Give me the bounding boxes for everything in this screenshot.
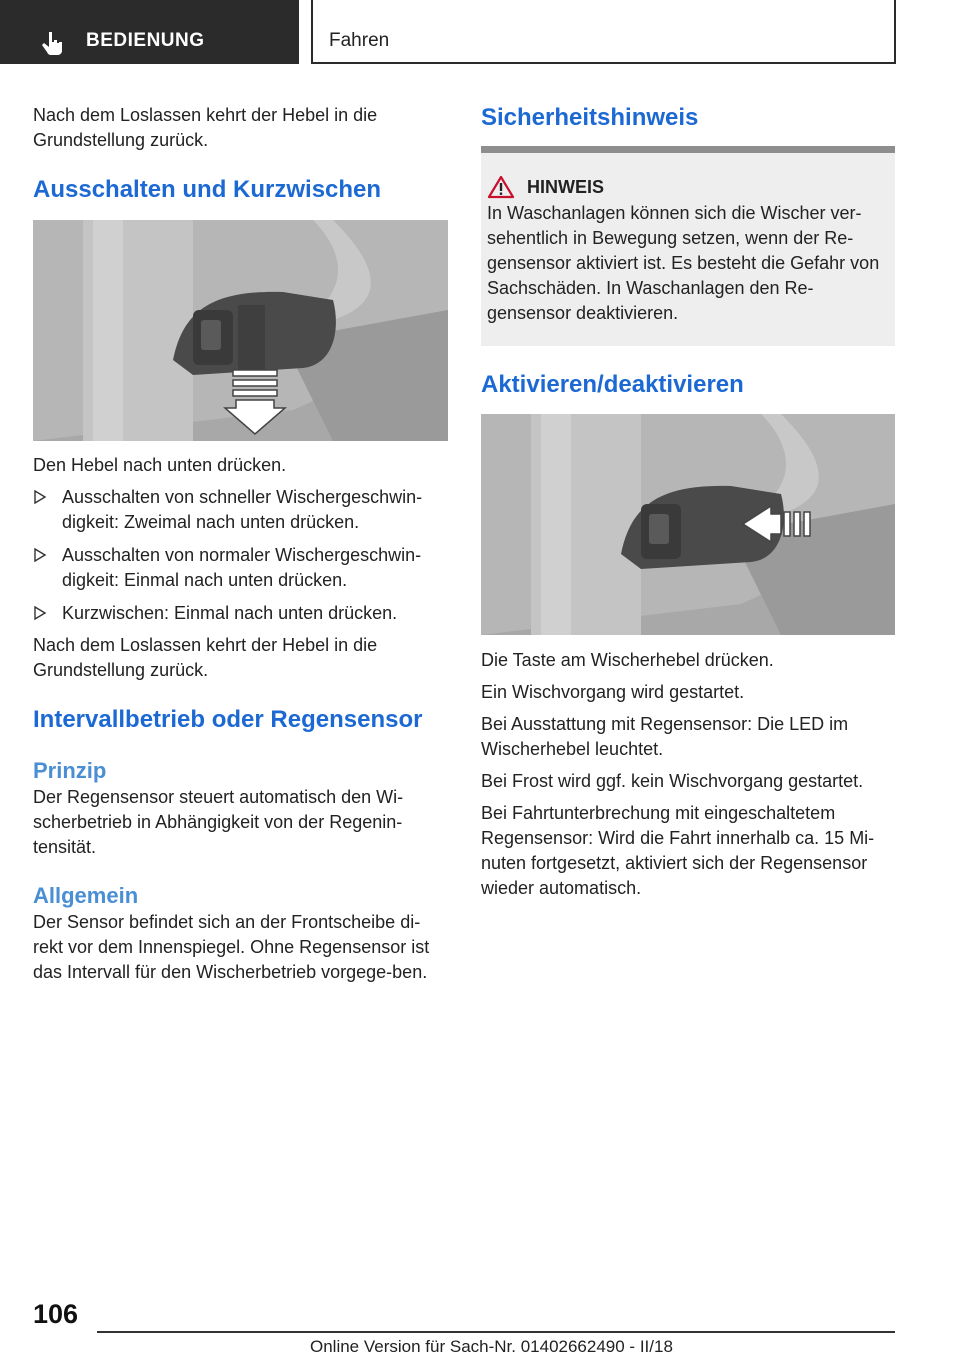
notice-box bbox=[481, 146, 895, 346]
paragraph: Bei Fahrtunterbrechung mit eingeschaltetem Regensensor: Wird die Fahrt innerhalb ca. 15 Mi-nuten fortgesetzt, aktiviert sich der Regensensor wieder automatisch. bbox=[481, 803, 875, 898]
triangle-bullet-icon bbox=[33, 605, 47, 621]
subheading-allgemein: Allgemein bbox=[33, 883, 139, 908]
wiper-lever-button-press-image bbox=[481, 414, 895, 635]
heading-intervallbetrieb: Intervallbetrieb oder Regensensor bbox=[33, 706, 423, 733]
paragraph: Die Taste am Wischerhebel drücken. bbox=[481, 650, 774, 670]
triangle-bullet-icon bbox=[33, 489, 47, 505]
list-item-text: Ausschalten von normaler Wischergeschwin-digkeit: Einmal nach unten drücken. bbox=[62, 545, 422, 590]
prinzip-paragraph: Der Regensensor steuert automatisch den Wi-scherbetrieb in Abhängigkeit von der Regenin-tensität. bbox=[33, 787, 404, 857]
hand-pointer-icon bbox=[40, 30, 66, 56]
notice-title-text: HINWEIS bbox=[527, 176, 605, 197]
section-tab bbox=[0, 0, 299, 64]
paragraph: Bei Ausstattung mit Regensensor: Die LED im Wischerhebel leuchtet. bbox=[481, 714, 849, 759]
instruction-paragraph: Den Hebel nach unten drücken. bbox=[33, 455, 287, 475]
heading-aktivieren: Aktivieren/deaktivieren bbox=[481, 371, 744, 398]
triangle-bullet-icon bbox=[33, 547, 47, 563]
intro-paragraph: Nach dem Loslassen kehrt der Hebel in die Grundstellung zurück. bbox=[33, 105, 378, 150]
section-label: BEDIENUNG bbox=[86, 30, 205, 51]
subheading-prinzip: Prinzip bbox=[33, 758, 107, 783]
chapter-label: Fahren bbox=[329, 30, 390, 51]
wiper-lever-press-down-image bbox=[33, 220, 448, 441]
notice-text: In Waschanlagen können sich die Wischer ver-sehentlich in Bewegung setzen, wenn der Re-gensensor aktiviert ist. Es besteht die Gefahr von Sachschäden. In Waschanlagen den Re-gensensor deaktivieren. bbox=[487, 203, 880, 323]
paragraph: Bei Frost wird ggf. kein Wischvorgang gestartet. bbox=[481, 771, 864, 791]
list-item bbox=[33, 485, 448, 535]
page-number: 106 bbox=[33, 1299, 79, 1329]
paragraph: Ein Wischvorgang wird gestartet. bbox=[481, 682, 745, 702]
return-paragraph: Nach dem Loslassen kehrt der Hebel in die Grundstellung zurück. bbox=[33, 635, 378, 680]
list-item bbox=[33, 601, 448, 626]
allgemein-paragraph: Der Sensor befindet sich an der Frontscheibe di-rekt vor dem Innenspiegel. Ohne Regensensor ist das Intervall für den Wischerbetrieb vorgege-ben. bbox=[33, 912, 430, 982]
list-item bbox=[33, 543, 448, 593]
list-item-text: Kurzwischen: Einmal nach unten drücken. bbox=[62, 603, 398, 623]
notice-title bbox=[487, 175, 887, 199]
right-column bbox=[481, 103, 895, 901]
chapter-tab bbox=[311, 0, 896, 64]
heading-ausschalten: Ausschalten und Kurzwischen bbox=[33, 176, 382, 203]
footer-divider bbox=[97, 1331, 895, 1333]
left-column bbox=[33, 103, 448, 985]
bullet-list bbox=[33, 485, 448, 626]
warning-triangle-icon bbox=[487, 175, 515, 199]
footer-version: Online Version für Sach-Nr. 01402662490 - II/18 bbox=[310, 1337, 673, 1356]
list-item-text: Ausschalten von schneller Wischergeschwin-digkeit: Zweimal nach unten drücken. bbox=[62, 487, 423, 532]
heading-sicherheitshinweis: Sicherheitshinweis bbox=[481, 104, 699, 131]
